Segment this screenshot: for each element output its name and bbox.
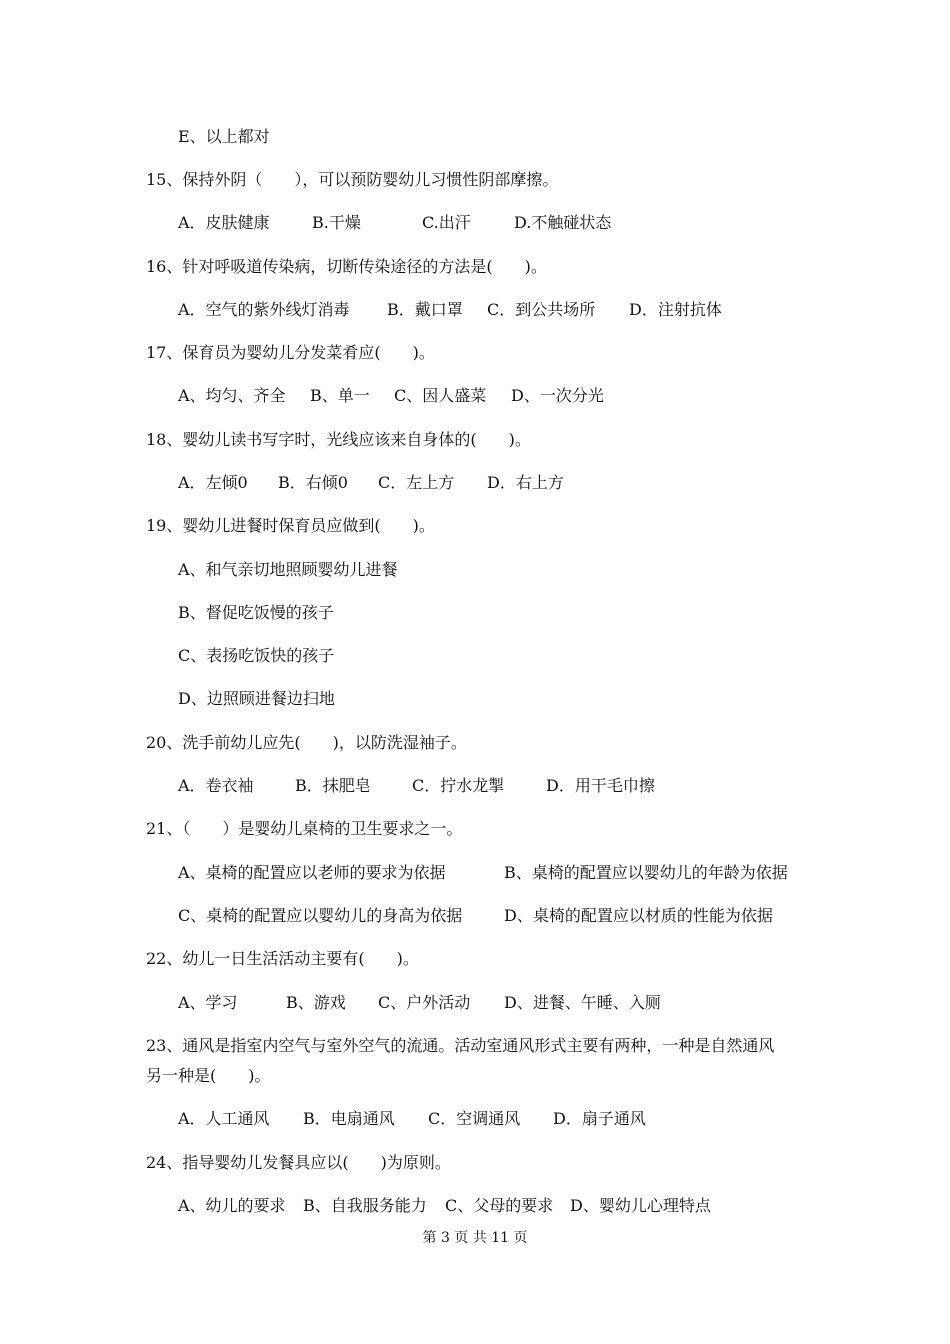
option-b: B、自我服务能力: [303, 1196, 427, 1215]
option-d: D、边照顾进餐边扫地: [178, 689, 335, 708]
option-b: B．戴口罩: [387, 300, 463, 319]
question-16: 16、针对呼吸道传染病，切断传染途径的方法是( )。: [146, 257, 547, 276]
option-b: B．电扇通风: [303, 1109, 395, 1128]
option-a: A．左倾0: [178, 473, 248, 492]
option-e: E、以上都对: [178, 127, 270, 146]
option-d: D．注射抗体: [629, 300, 722, 319]
question-20-options: [178, 775, 655, 797]
option-d: D、进餐、午睡、入厕: [504, 993, 661, 1012]
option-d: D、一次分光: [511, 386, 604, 405]
question-24: 24、指导婴幼儿发餐具应以( )为原则。: [146, 1153, 451, 1172]
option-c: C、桌椅的配置应以婴幼儿的身高为依据: [178, 906, 463, 925]
question-15: 15、保持外阴（ ），可以预防婴幼儿习惯性阴部摩擦。: [146, 170, 559, 189]
option-c: C．到公共场所: [487, 300, 596, 319]
option-a: A．空气的紫外线灯消毒: [178, 300, 350, 319]
question-20: 20、洗手前幼儿应先( )，以防洗湿袖子。: [146, 733, 467, 752]
question-17-options: [178, 385, 604, 407]
option-c: C、因人盛菜: [394, 386, 487, 405]
option-a: A．卷衣袖: [178, 776, 254, 795]
option-b: B.干燥: [312, 213, 361, 232]
question-24-options: [178, 1195, 711, 1217]
option-d: D.不触碰状态: [514, 213, 612, 232]
question-15-options: [178, 212, 611, 234]
option-c: C.出汗: [422, 213, 471, 232]
question-16-options: [178, 299, 722, 321]
question-21: 21、（ ）是婴幼儿桌椅的卫生要求之一。: [146, 819, 463, 838]
option-c: C．拧水龙掣: [412, 776, 505, 795]
option-c: C、表扬吃饭快的孩子: [178, 646, 335, 665]
question-23-line1: 23、通风是指室内空气与室外空气的流通。活动室通风形式主要有两种，一种是自然通风: [146, 1036, 775, 1055]
option-a: A、均匀、齐全: [178, 386, 286, 405]
question-18: 18、婴幼儿读书写字时，光线应该来自身体的( )。: [146, 430, 531, 449]
question-21-options-row2: [178, 905, 773, 927]
question-23-options: [178, 1108, 646, 1130]
option-b: B．抹肥皂: [295, 776, 371, 795]
page-number-footer: 第 3 页 共 11 页: [422, 1230, 528, 1246]
option-b: B、单一: [310, 386, 370, 405]
question-23-line2: 另一种是( )。: [146, 1066, 271, 1085]
option-d: D．右上方: [487, 473, 564, 492]
question-22-options: [178, 992, 661, 1014]
question-22: 22、幼儿一日生活活动主要有( )。: [146, 949, 419, 968]
option-d: D．用干毛巾擦: [546, 776, 655, 795]
option-a: A．皮肤健康: [178, 213, 270, 232]
option-c: C、父母的要求: [445, 1196, 554, 1215]
option-c: C．空调通风: [428, 1109, 521, 1128]
option-a: A、和气亲切地照顾婴幼儿进餐: [178, 560, 398, 579]
question-18-options: [178, 472, 564, 494]
option-c: C、户外活动: [378, 993, 471, 1012]
option-b: B、桌椅的配置应以婴幼儿的年龄为依据: [504, 863, 788, 882]
option-d: D、桌椅的配置应以材质的性能为依据: [504, 906, 773, 925]
option-b: B．右倾0: [278, 473, 348, 492]
option-d: D．扇子通风: [553, 1109, 646, 1128]
option-a: A、桌椅的配置应以老师的要求为依据: [178, 863, 446, 882]
option-d: D、婴幼儿心理特点: [570, 1196, 711, 1215]
option-a: A．人工通风: [178, 1109, 270, 1128]
option-a: A、幼儿的要求: [178, 1196, 286, 1215]
question-19: 19、婴幼儿进餐时保育员应做到( )。: [146, 516, 435, 535]
option-a: A、学习: [178, 993, 238, 1012]
question-21-options-row1: [178, 862, 788, 884]
question-17: 17、保育员为婴幼儿分发菜肴应( )。: [146, 343, 435, 362]
option-b: B、游戏: [286, 993, 346, 1012]
option-b: B、督促吃饭慢的孩子: [178, 603, 334, 622]
option-c: C．左上方: [378, 473, 455, 492]
